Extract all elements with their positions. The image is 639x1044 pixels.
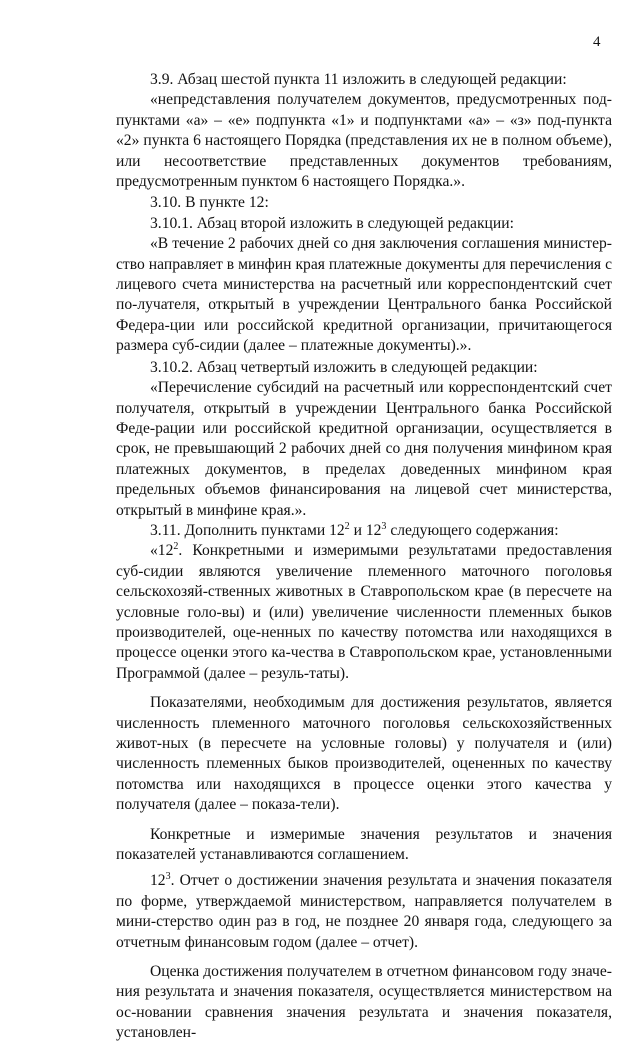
paragraph-3-10-1: 3.10.1. Абзац второй изложить в следующей редакции: bbox=[150, 214, 514, 232]
paragraph-3-11 bbox=[116, 521, 612, 541]
paragraph-quote-3-9: «непредставления получателем документов, предусмотренных под-пунктами «а» – «е» подпункта «1» и подпунктами «а» – «з» под-пункта «2» пункта 6 настоящего Порядка (представления их не в полном объеме), или несоответствие представленных документов требованиям, предусмотренным пунктом 6 настоящего Порядка.». bbox=[116, 91, 612, 191]
paragraph-3-10-2: 3.10.2. Абзац четвертый изложить в следующей редакции: bbox=[150, 358, 538, 376]
paragraph-values: Конкретные и измеримые значения результатов и значения показателей устанавливаются соглашением. bbox=[116, 825, 612, 864]
paragraph-indicators: Показателями, необходимым для достижения результатов, является численность племенного маточного поголовья сельскохозяйственных живот-ных (в пересчете на условные головы) у получателя и (или) численность племенных быков производителей, оцененных по качеству потомства или находящихся в процессе оценки этого качества у получателя (далее – показа-тели). bbox=[116, 694, 612, 814]
item-311-sup2: 3 bbox=[381, 520, 387, 532]
paragraph-3-9: 3.9. Абзац шестой пункта 11 изложить в следующей редакции: bbox=[150, 71, 567, 88]
page-number: 4 bbox=[593, 34, 601, 50]
item-311-prefix: 3.11. Дополнить пунктами 12 bbox=[150, 521, 345, 539]
document-body bbox=[116, 70, 612, 1044]
paragraph-3-10: 3.10. В пункте 12: bbox=[150, 194, 269, 212]
item-12-2-prefix: «12 bbox=[150, 542, 174, 560]
paragraph-quote-3-10-1: «В течение 2 рабочих дней со дня заключения соглашения министер-ство направляет в минфин края платежные документы для перечисления с лицевого счета министерства на расчетный или корреспондентский счет по-лучателя, открытый в учреждении Центрального банка Российской Федера-ции или российской кредитной организации, причитающегося размера суб-сидии (далее – платежные документы).». bbox=[116, 235, 612, 355]
item-12-2-sup: 2 bbox=[173, 541, 179, 553]
item-12-3-dot: . bbox=[170, 872, 180, 890]
item-12-3-text: Отчет о достижении значения результата и значения показателя по форме, утверждаемой министерством, направляется получателем в мини-стерство один раз в год, не позднее 20 января года, следующего за отчетным финансовым годом (далее – отчет). bbox=[116, 872, 612, 951]
item-12-3-sup: 3 bbox=[165, 871, 171, 883]
item-311-sup1: 2 bbox=[344, 520, 350, 532]
item-12-2-text: Конкретными и измеримыми результатами предоставления суб-сидии являются увеличение племенного маточного поголовья сельскохозяй-ственных животных в Ставропольском крае (в пересчете на условные голо-вы) и (или) увеличение численности племенных быков производителей, оце-ненных по качеству потомства или находящихся в процессе оценки этого ка-чества в Ставропольском крае, установленными Программой (далее – резуль-таты). bbox=[116, 542, 613, 682]
paragraph-12-2 bbox=[116, 541, 612, 684]
paragraph-assessment: Оценка достижения получателем в отчетном финансовом году значе-ния результата и значения показателя, осуществляется министерством на ос-новании сравнения значения результата и значения показателя, установлен- bbox=[116, 963, 612, 1042]
item-12-3-prefix: 12 bbox=[150, 872, 166, 890]
paragraph-quote-3-10-2: «Перечисление субсидий на расчетный или корреспондентский счет получателя, открытый в учреждении Центрального банка Российской Феде-рации или российской кредитной организации, осуществляется в срок, не превышающий 2 рабочих дней со дня получения минфином края платежных документов, в пределах доведенных минфином края предельных объемов финансирования на лицевой счет министерства, открытый в минфине края.». bbox=[116, 379, 612, 519]
item-311-mid: и 12 bbox=[349, 521, 382, 539]
item-311-suffix: следующего содержания: bbox=[386, 521, 559, 539]
item-12-2-dot: . bbox=[178, 542, 193, 560]
paragraph-12-3 bbox=[116, 871, 612, 953]
